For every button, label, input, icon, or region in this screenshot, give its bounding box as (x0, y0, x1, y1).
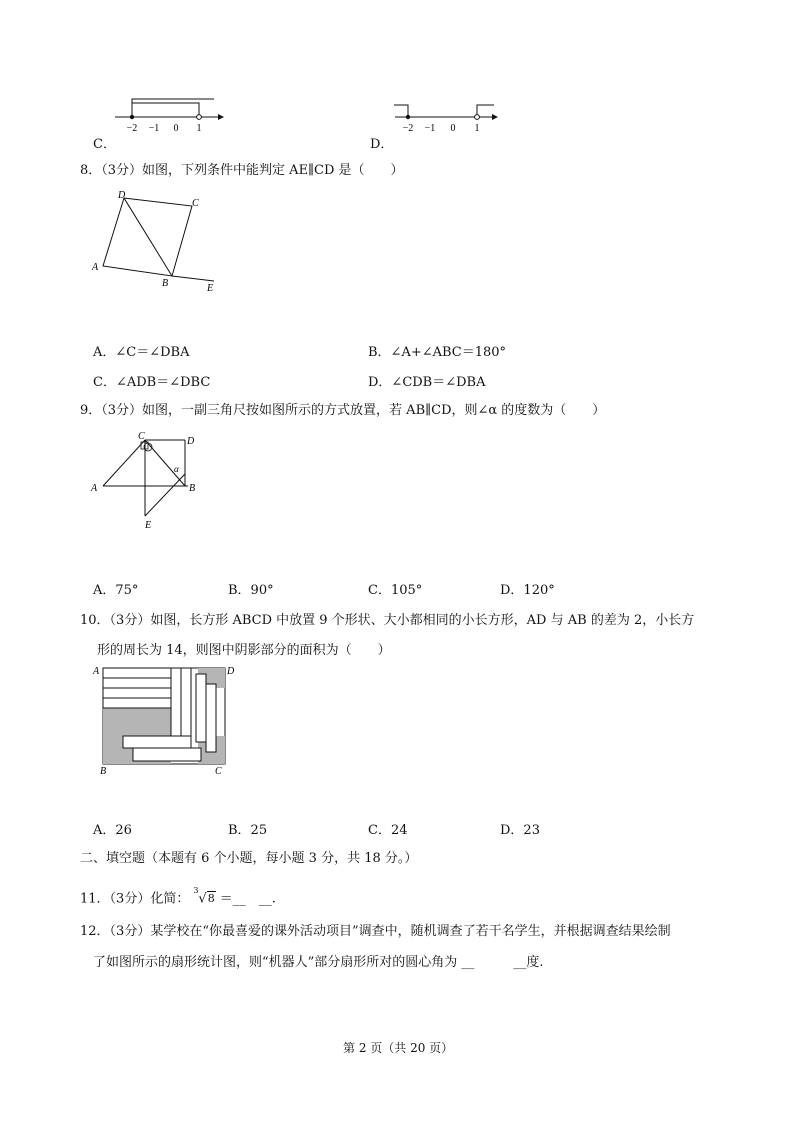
q11-suffix: ＝__ __. (219, 891, 276, 907)
q12-line2: 了如图所示的扇形统计图，则“机器人”部分扇形所对的圆心角为 __ __度. (93, 955, 544, 970)
tick-label: 1 (196, 123, 202, 134)
radicand: 8 (207, 892, 215, 906)
tick-label: 0 (450, 123, 456, 134)
q8-option-b: B．∠A+∠ABC＝180° (368, 345, 507, 360)
angle-alpha-label: α (174, 464, 179, 474)
point-label: D (118, 190, 126, 201)
tick-label: −2 (126, 123, 138, 134)
q8-option-a: A．∠C＝∠DBA (93, 345, 190, 360)
q10-stem-line2: 形的周长为 14，则图中阴影部分的面积为（ ） (97, 643, 391, 658)
tick-label: −1 (148, 123, 160, 134)
q10-option-d: D．23 (500, 823, 540, 838)
point-label: C (138, 431, 145, 442)
tick-label: 0 (173, 123, 179, 134)
q8-option-d: D．∠CDB＝∠DBA (368, 375, 486, 390)
q9-option-a: A．75° (93, 583, 139, 598)
option-d-label: D． (370, 137, 394, 152)
point-label: C (215, 766, 222, 777)
point-label: A (91, 483, 98, 494)
q10-option-c: C．24 (368, 823, 408, 838)
cube-root-expression (189, 885, 215, 909)
q12-line1: 12．（3分）某学校在“你最喜爱的课外活动项目”调查中，随机调查了若干名学生，并根据调查结果绘制 (80, 924, 671, 939)
point-label: D (227, 666, 235, 677)
point-label: B (100, 766, 107, 777)
q9-figure (88, 428, 213, 533)
point-label: C (192, 198, 199, 209)
q9-option-b: B．90° (228, 583, 274, 598)
number-line-option-d (390, 95, 505, 135)
radical-index: 3 (193, 886, 199, 895)
option-c-label: C． (93, 137, 116, 152)
point-label: A (92, 262, 99, 273)
q11-prefix: 11．（3分）化简： (80, 891, 190, 907)
q8-stem: 8．（3分）如图，下列条件中能判定 AE∥CD 是（ ） (80, 163, 404, 178)
point-label: A (93, 666, 100, 677)
q8-option-c: C．∠ADB＝∠DBC (93, 375, 211, 390)
number-line-option-c (110, 95, 225, 135)
point-label: E (145, 520, 152, 531)
section-heading: 二、填空题（本题有 6 个小题，每小题 3 分，共 18 分。） (80, 851, 418, 866)
q10-stem-line1: 10．（3分）如图，长方形 ABCD 中放置 9 个形状、大小都相同的小长方形，AD 与 AB 的差为 2，小长方 (80, 613, 695, 628)
q9-option-d: D．120° (500, 583, 555, 598)
point-label: B (162, 278, 169, 289)
q9-stem: 9．（3分）如图，一副三角尺按如图所示的方式放置，若 AB∥CD，则∠α 的度数为（ ） (80, 403, 606, 418)
point-label: E (207, 283, 214, 294)
q9-option-c: C．105° (368, 583, 423, 598)
q10-figure (88, 660, 238, 778)
radical-sign: √ (198, 891, 207, 907)
tick-label: −2 (402, 123, 414, 134)
point-label: B (189, 483, 196, 494)
q11-line (80, 885, 276, 909)
tick-label: 1 (474, 123, 480, 134)
point-label: D (187, 436, 195, 447)
page-footer: 第 2 页（共 20 页） (343, 1041, 454, 1055)
q8-figure (88, 188, 223, 298)
tick-label: −1 (424, 123, 436, 134)
q10-option-a: A．26 (93, 823, 132, 838)
q10-option-b: B．25 (228, 823, 268, 838)
